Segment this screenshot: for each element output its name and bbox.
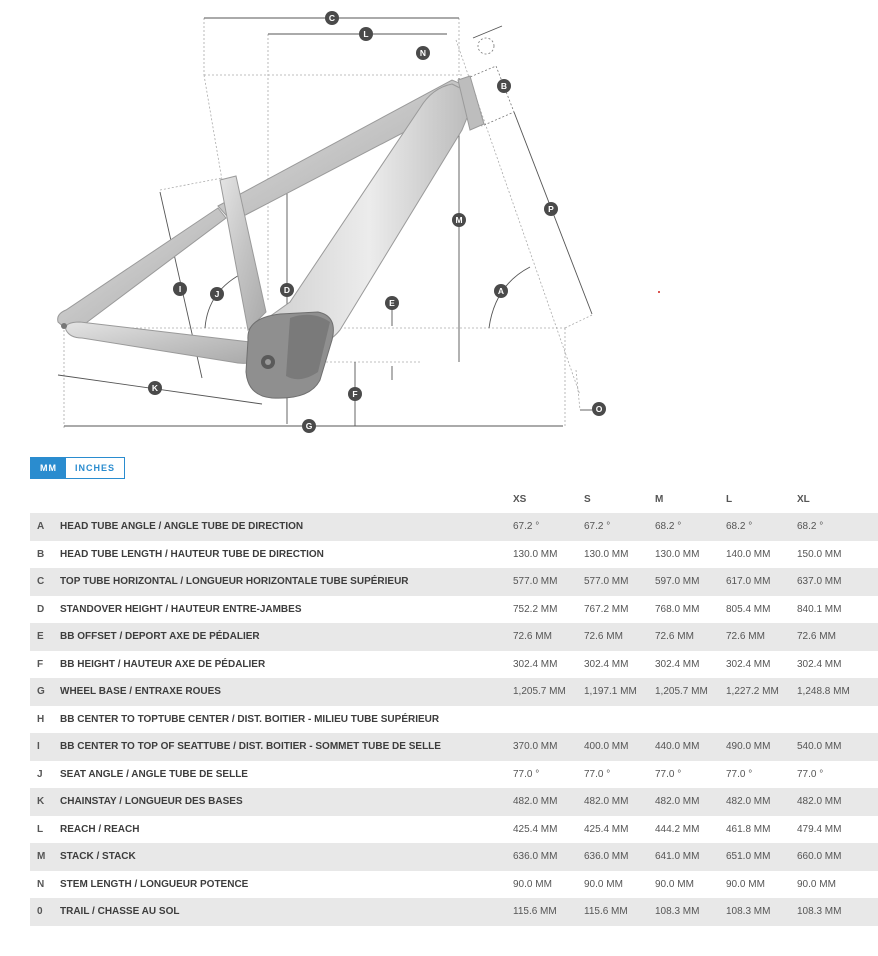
row-value: 461.8 MM [726, 823, 771, 835]
table-row [30, 706, 878, 734]
row-value: 370.0 MM [513, 741, 558, 753]
row-letter: G [37, 686, 45, 698]
row-value: 767.2 MM [584, 603, 629, 615]
row-value: 302.4 MM [726, 658, 771, 670]
row-value: 108.3 MM [797, 906, 842, 918]
row-value: 108.3 MM [726, 906, 771, 918]
guide-lines [64, 18, 592, 428]
row-value: 115.6 MM [513, 906, 557, 918]
table-row [30, 871, 878, 899]
row-value: 617.0 MM [726, 576, 771, 588]
row-value: 130.0 MM [513, 548, 558, 560]
row-letter: N [37, 878, 45, 890]
marker-p [544, 202, 558, 216]
row-value: 77.0 ° [584, 768, 611, 780]
row-value: 72.6 MM [584, 631, 623, 643]
row-value: 805.4 MM [726, 603, 771, 615]
table-row [30, 596, 878, 624]
row-value: 90.0 MM [584, 878, 623, 890]
row-value: 482.0 MM [584, 796, 629, 808]
row-letter: L [37, 823, 44, 835]
row-value: 490.0 MM [726, 741, 771, 753]
table-row [30, 898, 878, 926]
row-value: 302.4 MM [513, 658, 558, 670]
row-value: 302.4 MM [655, 658, 700, 670]
row-letter: B [37, 548, 45, 560]
row-label: STANDOVER HEIGHT / HAUTEUR ENTRE-JAMBES [60, 603, 302, 615]
marker-j [210, 287, 224, 301]
row-letter: E [37, 631, 44, 643]
row-value: 597.0 MM [655, 576, 700, 588]
row-label: REACH / REACH [60, 823, 140, 835]
row-value: 1,248.8 MM [797, 686, 850, 698]
marker-f [348, 387, 362, 401]
row-letter: 0 [37, 906, 43, 918]
row-value: 90.0 MM [797, 878, 836, 890]
row-value: 115.6 MM [584, 906, 628, 918]
row-value: 540.0 MM [797, 741, 842, 753]
header-size-s: S [584, 494, 591, 505]
row-value: 444.2 MM [655, 823, 700, 835]
header-size-xs: XS [513, 494, 527, 505]
row-letter: C [37, 576, 45, 588]
row-value: 840.1 MM [797, 603, 842, 615]
table-row [30, 623, 878, 651]
row-value: 302.4 MM [797, 658, 842, 670]
row-label: TRAIL / CHASSE AU SOL [60, 906, 180, 918]
marker-label: J [214, 289, 220, 300]
row-value: 130.0 MM [655, 548, 700, 560]
marker-label: A [497, 286, 505, 297]
row-value: 68.2 ° [655, 521, 682, 533]
marker-label: B [500, 81, 508, 92]
table-header [30, 486, 878, 513]
row-value: 72.6 MM [726, 631, 765, 643]
marker-i [173, 282, 187, 296]
row-letter: M [37, 851, 46, 863]
row-value: 77.0 ° [797, 768, 824, 780]
table-row [30, 678, 878, 706]
row-value: 482.0 MM [655, 796, 700, 808]
row-value: 636.0 MM [584, 851, 629, 863]
row-value: 637.0 MM [797, 576, 842, 588]
accent-dot [658, 291, 660, 293]
row-value: 90.0 MM [726, 878, 765, 890]
row-label: WHEEL BASE / ENTRAXE ROUES [60, 686, 221, 698]
marker-n [416, 46, 430, 60]
bike-geometry-diagram [0, 0, 878, 445]
row-value: 77.0 ° [513, 768, 540, 780]
row-label: STEM LENGTH / LONGUEUR POTENCE [60, 878, 249, 890]
marker-a [494, 284, 508, 298]
header-size-l: L [726, 494, 733, 505]
row-value: 1,205.7 MM [655, 686, 708, 698]
row-value: 768.0 MM [655, 603, 700, 615]
row-value: 140.0 MM [726, 548, 771, 560]
marker-c [325, 11, 339, 25]
row-value: 641.0 MM [655, 851, 700, 863]
row-value: 752.2 MM [513, 603, 558, 615]
marker-g [302, 419, 316, 433]
row-letter: I [37, 741, 40, 753]
table-row [30, 568, 878, 596]
table-row [30, 816, 878, 844]
table-row [30, 733, 878, 761]
row-letter: F [37, 658, 44, 670]
table-row [30, 513, 878, 541]
row-value: 68.2 ° [726, 521, 753, 533]
row-value: 67.2 ° [513, 521, 540, 533]
row-value: 90.0 MM [655, 878, 694, 890]
row-value: 425.4 MM [584, 823, 629, 835]
row-label: STACK / STACK [60, 851, 136, 863]
row-label: SEAT ANGLE / ANGLE TUBE DE SELLE [60, 768, 248, 780]
row-label: HEAD TUBE LENGTH / HAUTEUR TUBE DE DIRECTION [60, 548, 324, 560]
marker-label: C [328, 13, 336, 24]
table-row [30, 843, 878, 871]
header-size-xl: XL [797, 494, 810, 505]
table-row [30, 651, 878, 679]
row-value: 77.0 ° [726, 768, 753, 780]
row-label: BB OFFSET / DEPORT AXE DE PÉDALIER [60, 631, 260, 643]
row-value: 108.3 MM [655, 906, 700, 918]
table-row [30, 788, 878, 816]
row-value: 130.0 MM [584, 548, 629, 560]
marker-b [497, 79, 511, 93]
marker-label: K [151, 383, 159, 394]
marker-label: G [305, 421, 313, 432]
table-body [30, 513, 878, 926]
row-value: 425.4 MM [513, 823, 558, 835]
row-value: 72.6 MM [655, 631, 694, 643]
marker-label: F [352, 389, 358, 400]
unit-toggle [30, 457, 125, 479]
row-value: 90.0 MM [513, 878, 552, 890]
row-value: 482.0 MM [726, 796, 771, 808]
marker-label: N [419, 48, 427, 59]
row-label: BB HEIGHT / HAUTEUR AXE DE PÉDALIER [60, 658, 266, 670]
row-value: 577.0 MM [584, 576, 629, 588]
marker-label: I [178, 284, 182, 295]
row-value: 72.6 MM [513, 631, 552, 643]
row-label: TOP TUBE HORIZONTAL / LONGUEUR HORIZONTALE TUBE SUPÉRIEUR [60, 576, 409, 588]
row-letter: D [37, 603, 45, 615]
row-value: 636.0 MM [513, 851, 558, 863]
marker-label: M [455, 215, 463, 226]
row-letter: K [37, 796, 45, 808]
row-value: 302.4 MM [584, 658, 629, 670]
row-value: 150.0 MM [797, 548, 842, 560]
marker-label: P [548, 204, 554, 215]
row-value: 400.0 MM [584, 741, 629, 753]
row-letter: H [37, 713, 45, 725]
row-label: HEAD TUBE ANGLE / ANGLE TUBE DE DIRECTION [60, 521, 304, 533]
header-size-m: M [655, 494, 664, 505]
row-value: 577.0 MM [513, 576, 558, 588]
row-value: 1,197.1 MM [584, 686, 637, 698]
row-value: 72.6 MM [797, 631, 836, 643]
geometry-table [30, 486, 878, 926]
marker-label: D [283, 285, 291, 296]
marker-l [359, 27, 373, 41]
row-letter: A [37, 521, 45, 533]
row-value: 77.0 ° [655, 768, 682, 780]
marker-m [452, 213, 466, 227]
marker-d [280, 283, 294, 297]
row-value: 1,205.7 MM [513, 686, 566, 698]
row-value: 68.2 ° [797, 521, 824, 533]
marker-e [385, 296, 399, 310]
row-value: 440.0 MM [655, 741, 700, 753]
row-label: BB CENTER TO TOPTUBE CENTER / DIST. BOITIER - MILIEU TUBE SUPÉRIEUR [60, 713, 440, 725]
mm-button[interactable]: MM [31, 458, 66, 478]
row-value: 1,227.2 MM [726, 686, 779, 698]
row-value: 67.2 ° [584, 521, 611, 533]
marker-k [148, 381, 162, 395]
ebike-frame [58, 76, 484, 398]
inches-button[interactable]: INCHES [66, 458, 124, 478]
row-letter: J [37, 768, 43, 780]
row-value: 651.0 MM [726, 851, 771, 863]
marker-label: L [363, 29, 369, 40]
row-label: CHAINSTAY / LONGUEUR DES BASES [60, 796, 243, 808]
marker-o [592, 402, 606, 416]
row-value: 482.0 MM [797, 796, 842, 808]
table-row [30, 761, 878, 789]
row-value: 482.0 MM [513, 796, 558, 808]
row-value: 479.4 MM [797, 823, 842, 835]
marker-label: E [389, 298, 395, 309]
row-label: BB CENTER TO TOP OF SEATTUBE / DIST. BOITIER - SOMMET TUBE DE SELLE [60, 741, 441, 753]
row-value: 660.0 MM [797, 851, 842, 863]
table-row [30, 541, 878, 569]
marker-label: O [595, 404, 603, 415]
